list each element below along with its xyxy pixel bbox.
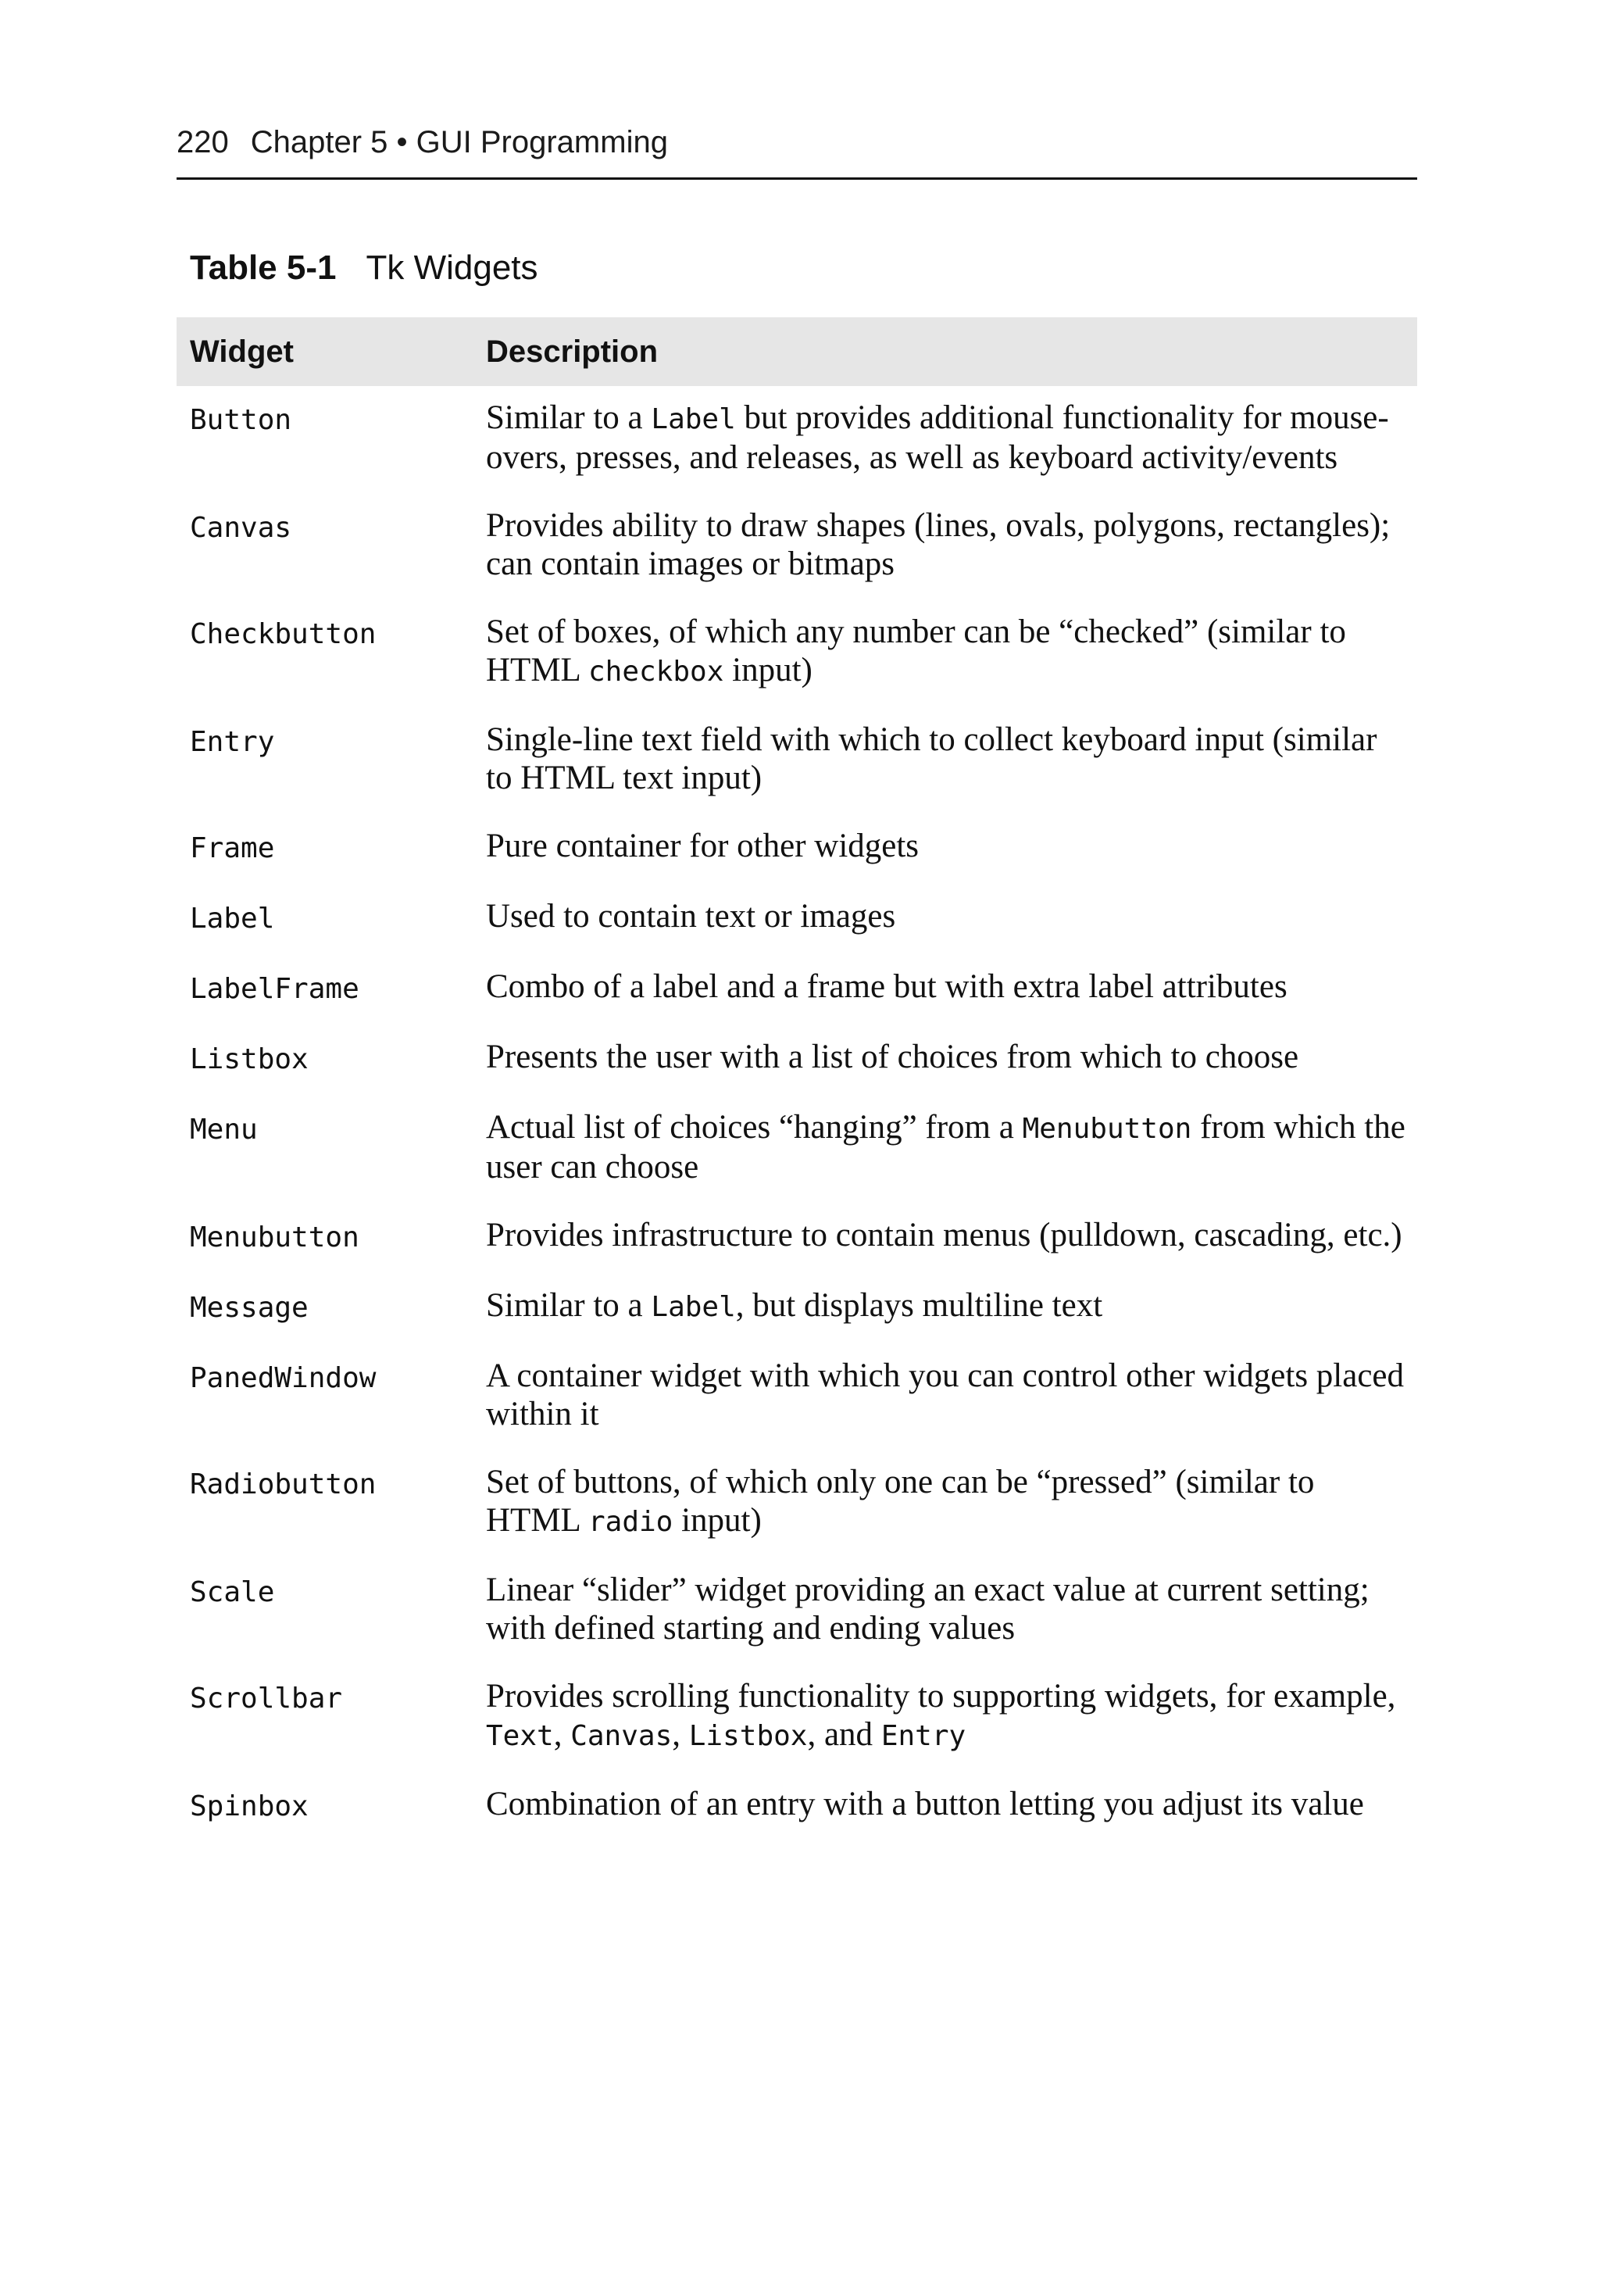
description-text: Provides scrolling functionality to supporting widgets, for example, [486,1678,1396,1715]
description-text: Similar to a [486,399,652,436]
code-term: Label [651,403,736,435]
widget-description [486,1216,1417,1254]
code-term: Text [486,1720,554,1752]
widget-name: Frame [190,832,275,864]
page-number: 220 [177,125,229,159]
code-term: checkbox [588,656,724,688]
description-text: Single-line text field with which to collect keyboard input (similar to HTML text input) [486,721,1377,796]
running-header [177,119,1417,180]
table-row [177,1677,1417,1785]
widget-name: Entry [190,726,275,758]
widget-description [486,506,1417,583]
description-text: input) [673,1502,762,1539]
table-row [177,721,1417,827]
widget-name: Message [190,1292,309,1324]
table-row [177,1216,1417,1286]
widget-description [486,1357,1417,1433]
table-caption [190,241,538,295]
widget-name: Menu [190,1114,258,1146]
table-row [177,506,1417,613]
table-body [177,399,1417,1855]
widget-description [486,613,1417,691]
description-text: , but displays multiline text [735,1287,1103,1324]
table-row [177,897,1417,967]
widget-description [486,1108,1417,1186]
widget-name: PanedWindow [190,1362,377,1394]
chapter-title: Chapter 5 • GUI Programming [250,125,668,159]
table-row [177,613,1417,721]
table-header-row [177,317,1417,386]
description-text: Actual list of choices “hanging” from a [486,1109,1023,1146]
widget-name: Label [190,903,275,935]
code-term: Listbox [688,1720,808,1752]
widget-description [486,1463,1417,1541]
column-header-description: Description [486,334,659,369]
widget-name: Radiobutton [190,1468,377,1500]
code-term: Canvas [570,1720,673,1752]
widget-name: Scrollbar [190,1683,343,1715]
description-text: from which the user can choose [486,1109,1405,1186]
table-row [177,827,1417,897]
table-row [177,399,1417,506]
description-text: Similar to a [486,1287,652,1324]
widget-name: LabelFrame [190,973,359,1005]
description-text: , [672,1716,689,1753]
description-text: , and [807,1716,881,1753]
table-row [177,967,1417,1038]
widget-name: Listbox [190,1043,309,1075]
table-row [177,1571,1417,1677]
description-text: Combo of a label and a frame but with extra label attributes [486,968,1288,1005]
widget-name: Menubutton [190,1221,359,1254]
widget-description [486,721,1417,797]
widgets-table [177,317,1417,1855]
widget-description [486,967,1417,1006]
description-text: Pure container for other widgets [486,828,920,864]
code-term: Label [651,1291,736,1323]
widget-description [486,827,1417,865]
description-text: but provides additional functionality for mouse-overs, presses, and releases, as well as keyboard activity/events [486,399,1389,476]
description-text: Presents the user with a list of choices from which to choose [486,1039,1299,1075]
description-text: input) [723,652,812,688]
description-text: A container widget with which you can control other widgets placed within it [486,1357,1405,1432]
description-text: Set of buttons, of which only one can be “pressed” (similar to HTML [486,1464,1315,1539]
table-row [177,1038,1417,1108]
table-row [177,1357,1417,1463]
table-row [177,1785,1417,1855]
widget-description [486,1785,1417,1823]
table-row [177,1286,1417,1357]
code-term: Menubutton [1022,1113,1192,1145]
table-number: Table 5-1 [190,249,337,287]
description-text: Provides ability to draw shapes (lines, ovals, polygons, rectangles); can contain images or bitmaps [486,507,1391,582]
description-text: Provides infrastructure to contain menus (pulldown, cascading, etc.) [486,1217,1402,1254]
table-row [177,1108,1417,1216]
column-header-widget: Widget [190,334,294,369]
widget-name: Spinbox [190,1790,309,1822]
widget-description [486,897,1417,935]
description-text: Set of boxes, of which any number can be “checked” (similar to HTML [486,613,1346,688]
table-row [177,1463,1417,1571]
widget-description [486,1571,1417,1647]
widget-description [486,1038,1417,1076]
description-text: Linear “slider” widget providing an exact value at current setting; with defined starting and ending values [486,1572,1370,1647]
widget-name: Checkbutton [190,618,377,650]
widget-description [486,399,1417,477]
description-text: , [553,1716,571,1753]
widget-description [486,1286,1417,1326]
widget-name: Canvas [190,512,292,544]
code-term: Entry [880,1720,966,1752]
widget-description [486,1677,1417,1755]
code-term: radio [588,1506,673,1538]
widget-name: Scale [190,1576,275,1608]
description-text: Combination of an entry with a button letting you adjust its value [486,1786,1364,1822]
description-text: Used to contain text or images [486,898,896,935]
table-title: Tk Widgets [366,249,538,287]
widget-name: Button [190,404,292,436]
